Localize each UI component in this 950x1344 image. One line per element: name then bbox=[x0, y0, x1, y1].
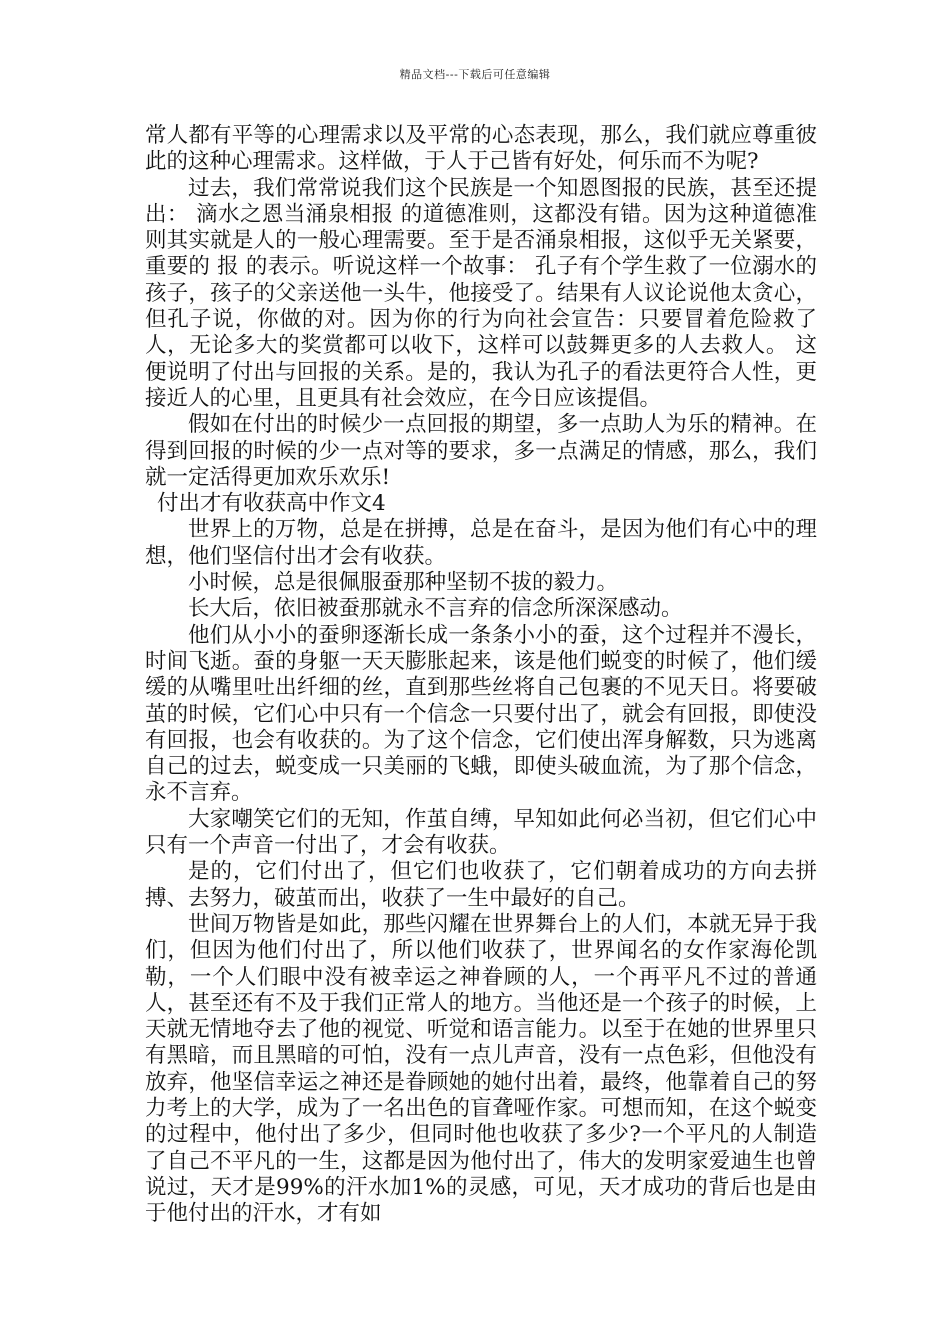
paragraph: 世间万物皆是如此，那些闪耀在世界舞台上的人们，本就无异于我们，但因为他们付出了，所以他们收获了，世界闻名的女作家海伦凯勒，一个人们眼中没有被幸运之神眷顾的人，一个再平凡不过的普通人，甚至还有不及于我们正常人的地方。当他还是一个孩子的时候，上天就无情地夺去了他的视觉、听觉和语言能力。以至于在她的世界里只有黑暗，而且黑暗的可怕，没有一点儿声音，没有一点色彩，但他没有放弃，他坚信幸运之神还是眷顾她的她付出着，最终，他靠着自己的努力考上的大学，成为了一名出色的盲聋哑作家。可想而知，在这个蜕变的过程中，他付出了多少，但同时他也收获了多少?一个平凡的人制造了自己不平凡的一生，这都是因为他付出了，伟大的发明家爱迪生也曾说过，天才是99%的汗水加1%的灵感，可见，天才成功的背后也是由于他付出的汗水，才有如 bbox=[145, 911, 817, 1227]
paragraph: 常人都有平等的心理需求以及平常的心态表现，那么，我们就应尊重彼此的这种心理需求。这样做，于人于己皆有好处，何乐而不为呢? bbox=[145, 123, 817, 175]
paragraph: 过去，我们常常说我们这个民族是一个知恩图报的民族，甚至还提出： 滴水之恩当涌泉相报 的道德准则，这都没有错。因为这种道德准则其实就是人的一般心理需要。至于是否涌泉相报，这似乎无关紧要，重要的 报 的表示。听说这样一个故事： 孔子有个学生救了一位溺水的孩子，孩子的父亲送他一头牛，他接受了。结果有人议论说他太贪心，但孔子说，你做的对。因为你的行为向社会宣告：只要冒着危险救了人，无论多大的奖赏都可以收下，这样可以鼓舞更多的人去救人。 这便说明了付出与回报的关系。是的，我认为孔子的看法更符合人性，更接近人的心里，且更具有社会效应，在今日应该提倡。 bbox=[145, 175, 817, 411]
document-body bbox=[145, 123, 817, 1227]
paragraph: 大家嘲笑它们的无知，作茧自缚，早知如此何必当初，但它们心中只有一个声音一付出了，才会有收获。 bbox=[145, 806, 817, 859]
paragraph: 小时候，总是很佩服蚕那种坚韧不拔的毅力。 bbox=[188, 570, 619, 596]
paragraph: 假如在付出的时候少一点回报的期望，多一点助人为乐的精神。在得到回报的时候的少一点对等的要求，多一点满足的情感，那么，我们就一定活得更加欢乐欢乐! bbox=[145, 412, 817, 490]
paragraph: 长大后，依旧被蚕那就永不言弃的信念所深深感动。 bbox=[188, 596, 683, 622]
paragraph: 是的，它们付出了，但它们也收获了，它们朝着成功的方向去拼搏、去努力，破茧而出，收获了一生中最好的自己。 bbox=[145, 859, 817, 911]
section-title: 付出才有收获高中作文4 bbox=[157, 491, 386, 517]
page-header: 精品文档---下载后可任意编辑 bbox=[399, 68, 551, 81]
paragraph: 世界上的万物，总是在拼搏，总是在奋斗，是因为他们有心中的理想，他们坚信付出才会有收获。 bbox=[145, 517, 817, 569]
paragraph: 他们从小小的蚕卵逐渐长成一条条小小的蚕，这个过程并不漫长，时间飞逝。蚕的身躯一天天膨胀起来，该是他们蜕变的时候了，他们缓缓的从嘴里吐出纤细的丝，直到那些丝将自己包裹的不见天日。将要破茧的时候，它们心中只有一个信念一只要付出了，就会有回报，即使没有回报，也会有收获的。为了这个信念，它们使出浑身解数，只为逃离自己的过去，蜕变成一只美丽的飞蛾，即使头破血流，为了那个信念，永不言弃。 bbox=[145, 622, 817, 806]
